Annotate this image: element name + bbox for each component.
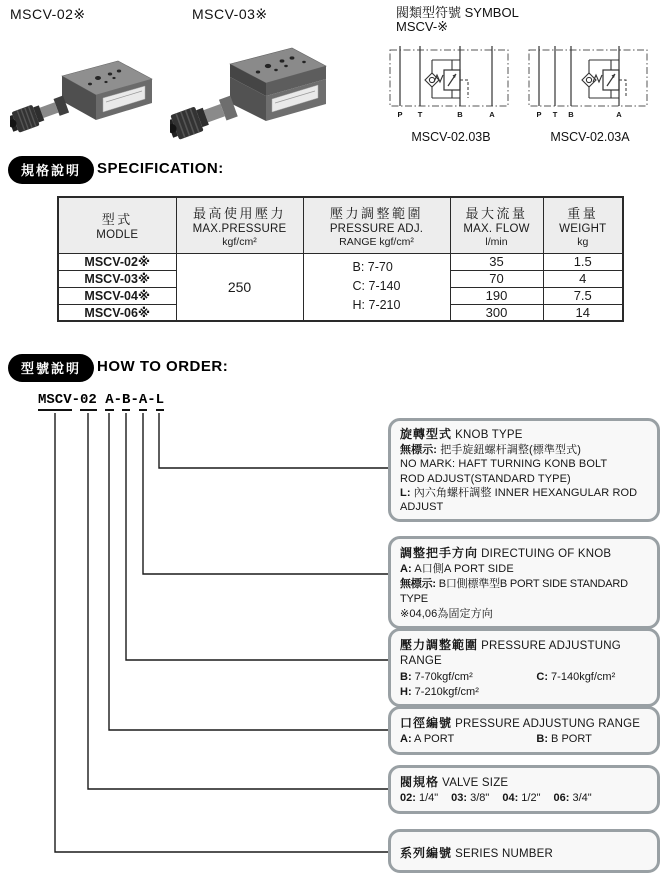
col-header-model: 型式 MODLE bbox=[58, 197, 176, 253]
flow-cell: 70 bbox=[450, 270, 543, 287]
hydraulic-symbol-b bbox=[386, 42, 516, 124]
col-header-max-flow: 最大流量 MAX. FLOW l/min bbox=[450, 197, 543, 253]
weight-cell: 4 bbox=[543, 270, 623, 287]
flow-cell: 35 bbox=[450, 253, 543, 270]
port-label-b: B bbox=[568, 110, 574, 119]
spec-section-badge: 規格說明 bbox=[8, 156, 94, 184]
symbol-diagram-a bbox=[520, 42, 660, 144]
relief-valve-symbol bbox=[434, 60, 468, 98]
col-header-pressure-range: 壓力調整範圍 PRESSURE ADJ. RANGE kgf/cm² bbox=[303, 197, 450, 253]
adjustment-knob bbox=[170, 94, 238, 140]
port-label-t: T bbox=[417, 110, 423, 119]
product-label-mscv-03: MSCV-03※ bbox=[192, 6, 268, 22]
valve-photo-illustration bbox=[170, 24, 338, 140]
weight-cell: 7.5 bbox=[543, 287, 623, 304]
valve-photo-illustration bbox=[10, 32, 160, 134]
model-cell: MSCV-06※ bbox=[58, 304, 176, 321]
order-section-badge: 型號說明 bbox=[8, 354, 94, 382]
port-label-p: P bbox=[536, 110, 542, 119]
order-box-valve-size: 閥規格 VALVE SIZE 02: 1/4" 03: 3/8" 04: 1/2" 06: 3/4" bbox=[388, 765, 660, 814]
code-segment-series: MSCV bbox=[38, 392, 72, 411]
port-label-a: A bbox=[489, 110, 495, 119]
flow-cell: 190 bbox=[450, 287, 543, 304]
order-section-heading: HOW TO ORDER: bbox=[97, 358, 229, 375]
order-box-knob-type: 旋轉型式 KNOB TYPE 無標示: 把手旋鈕螺杆調整(標準型式) NO MARK: HAFT TURNING KONB BOLT ROD ADJUST(STANDARD TYPE) L: 內六角螺杆調整 INNER HEXANGULAR ROD ADJUST bbox=[388, 418, 660, 522]
weight-cell: 1.5 bbox=[543, 253, 623, 270]
code-segment-range: B bbox=[122, 392, 130, 411]
model-cell: MSCV-03※ bbox=[58, 270, 176, 287]
weight-cell: 14 bbox=[543, 304, 623, 321]
product-photo-mscv-03 bbox=[170, 24, 338, 145]
how-to-order-diagram bbox=[0, 388, 668, 882]
symbol-diagram-b bbox=[386, 42, 516, 144]
order-box-knob-direction: 調整把手方向 DIRECTUING OF KNOB A: A口側A PORT SIDE 無標示: B口側標準型B PORT SIDE STANDARD TYPE ※04,06為固定方向 bbox=[388, 536, 660, 629]
order-box-series-number: 系列編號 SERIES NUMBER bbox=[388, 829, 660, 873]
code-separator: - bbox=[113, 392, 123, 408]
code-segment-direction: A bbox=[139, 392, 147, 411]
code-separator: - bbox=[147, 392, 156, 408]
port-label-p: P bbox=[397, 110, 403, 119]
code-separator: - bbox=[130, 392, 139, 408]
order-box-port-number: 口徑編號 PRESSURE ADJUSTUNG RANGE A: A PORT B: B PORT bbox=[388, 706, 660, 755]
order-box-pressure-range: 壓力調整範圍 PRESSURE ADJUSTUNG RANGE B: 7-70kgf/cm² C: 7-140kgf/cm² H: 7-210kgf/cm² bbox=[388, 628, 660, 707]
code-segment-port: A bbox=[105, 392, 113, 411]
table-row bbox=[58, 253, 623, 270]
product-label-mscv-02: MSCV-02※ bbox=[10, 6, 86, 22]
code-segment-size: 02 bbox=[80, 392, 97, 411]
pressure-range-cell: B: 7-70 C: 7-140 H: 7-210 bbox=[303, 253, 450, 321]
specification-table bbox=[57, 196, 624, 322]
relief-valve-symbol bbox=[593, 60, 626, 98]
model-cell: MSCV-02※ bbox=[58, 253, 176, 270]
flow-cell: 300 bbox=[450, 304, 543, 321]
port-label-t: T bbox=[552, 110, 558, 119]
spec-section-heading: SPECIFICATION: bbox=[97, 160, 224, 177]
code-segment-knob: L bbox=[156, 392, 164, 411]
product-photo-mscv-02 bbox=[10, 32, 160, 139]
port-label-b: B bbox=[457, 110, 463, 119]
spec-header-row bbox=[58, 197, 623, 253]
col-header-max-pressure: 最高使用壓力 MAX.PRESSURE kgf/cm² bbox=[176, 197, 303, 253]
model-cell: MSCV-04※ bbox=[58, 287, 176, 304]
max-pressure-cell: 250 bbox=[176, 253, 303, 321]
diagram-caption-b: MSCV-02.03B bbox=[411, 130, 491, 144]
diagram-caption-a: MSCV-02.03A bbox=[550, 130, 630, 144]
symbol-section-title: 閥類型符號 SYMBOL bbox=[396, 5, 519, 20]
adjustment-knob bbox=[10, 94, 70, 134]
hydraulic-symbol-a bbox=[520, 42, 660, 124]
port-label-a: A bbox=[616, 110, 622, 119]
symbol-section-subtitle: MSCV-※ bbox=[396, 19, 449, 34]
col-header-weight: 重量 WEIGHT kg bbox=[543, 197, 623, 253]
code-separator: - bbox=[71, 392, 81, 408]
